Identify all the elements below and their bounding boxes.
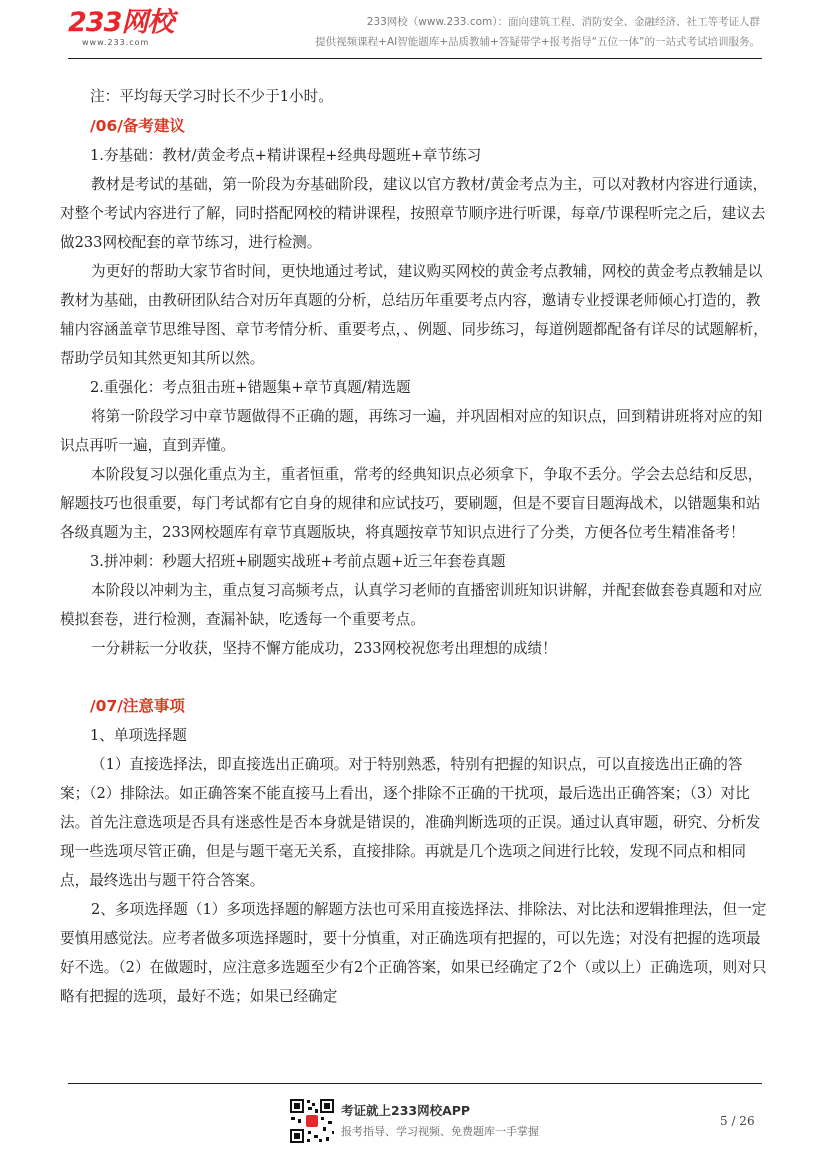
section-06-paragraph: 将第一阶段学习中章节题做得不正确的题，再练习一遍，并巩固相对应的知识点，回到精讲班将对应的知识点再听一遍，直到弄懂。: [60, 408, 763, 454]
section-06-step-1: 1.夯基础：教材/黄金考点+精讲课程+经典母题班+章节练习: [90, 147, 482, 164]
section-07-title: /07/注意事项: [90, 697, 185, 715]
section-06-paragraph: 本阶段复习以强化重点为主，重者恒重，常考的经典知识点必须拿下，争取不丢分。学会去总结和反思，解题技巧也很重要，每门考试都有它自身的规律和应试技巧，要刷题，但是不要盲目题海战术，以错题集和站各级真题为主，233网校题库有章节真题版块，将真题按章节知识点进行了分类，方便各位考生精准备考！: [60, 466, 763, 541]
section-06-title: /06/备考建议: [90, 117, 185, 135]
app-promo-subtitle: 报考指导、学习视频、免费题库一手掌握: [341, 1125, 539, 1138]
app-promo-title: 考证就上233网校APP: [341, 1103, 471, 1118]
header-divider: [68, 58, 762, 59]
section-06-paragraph: 本阶段以冲刺为主，重点复习高频考点，认真学习老师的直播密训班知识讲解，并配套做套卷真题和对应模拟套卷，进行检测，查漏补缺，吃透每一个重要考点。: [60, 582, 763, 628]
section-06-step-2: 2.重强化：考点狙击班+错题集+章节真题/精选题: [90, 379, 411, 396]
section-06-paragraph: 教材是考试的基础，第一阶段为夯基础阶段，建议以官方教材/黄金考点为主，可以对教材内容进行通读，对整个考试内容进行了解，同时搭配网校的精讲课程，按照章节顺序进行听课，每章/节课程听完之后，建议去做233网校配套的章节练习，进行检测。: [60, 176, 768, 251]
logo-text: 233网校: [68, 7, 174, 38]
study-time-note: 注：平均每天学习时长不少于1小时。: [90, 88, 333, 105]
section-07-paragraph: 2、多项选择题（1）多项选择题的解题方法也可采用直接选择法、排除法、对比法和逻辑推理法，但一定要慎用感觉法。应考者做多项选择题时，要十分慎重，对正确选项有把握的，可以先选；对没有把握的选项最好不选。（2）在做题时，应注意多选题至少有2个正确答案，如果已经确定了2个（或以上）正确选项，则对只略有把握的选项，最好不选；如果已经确定: [60, 901, 767, 1005]
header-info-line1: 233网校（www.233.com）：面向建筑工程、消防安全、金融经济、社工等考证人群: [366, 16, 760, 28]
brand-logo[interactable]: [68, 8, 173, 48]
page-number: 5 / 26: [720, 1114, 755, 1128]
section-06-paragraph: 为更好的帮助大家节省时间，更快地通过考试，建议购买网校的黄金考点教辅，网校的黄金考点教辅是以教材为基础，由教研团队结合对历年真题的分析，总结历年重要考点内容，邀请专业授课老师倾心打造的，教辅内容涵盖章节思维导图、章节考情分析、重要考点，、例题、同步练习，每道例题都配备有详尽的试题解析，帮助学员知其然更知其所以然。: [60, 263, 768, 367]
logo-url: www.233.com: [82, 38, 150, 47]
section-07-paragraph: （1）直接选择法，即直接选出正确项。对于特别熟悉，特别有把握的知识点，可以直接选出正确的答案；（2）排除法。如正确答案不能直接马上看出，逐个排除不正确的干扰项，最后选出正确答案；（3）对比法。首先注意选项是否具有迷惑性是否本身就是错误的，准确判断选项的正误。通过认真审题，研究、分析发现一些选项尽管正确，但是与题干毫无关系，直接排除。再就是几个选项之间进行比较，发现不同点和相同点，最终选出与题干符合答案。: [60, 756, 761, 889]
section-gap: [90, 663, 770, 691]
document-body: [60, 82, 770, 1011]
section-06-paragraph: 一分耕耘一分收获，坚持不懈方能成功，233网校祝您考出理想的成绩！: [91, 640, 557, 657]
page-header: [0, 0, 830, 62]
section-07-item-1: 1、单项选择题: [90, 727, 187, 744]
qr-code-icon[interactable]: [288, 1097, 336, 1145]
header-info-line2: 提供视频课程+AI智能题库+品质教辅+答疑带学+报考指导“五位一体”的一站式考试培训服务。: [315, 36, 760, 48]
footer-divider: [68, 1083, 762, 1084]
header-info: [315, 12, 760, 52]
section-06-step-3: 3.拼冲刺：秒题大招班+刷题实战班+考前点题+近三年套卷真题: [90, 553, 506, 570]
